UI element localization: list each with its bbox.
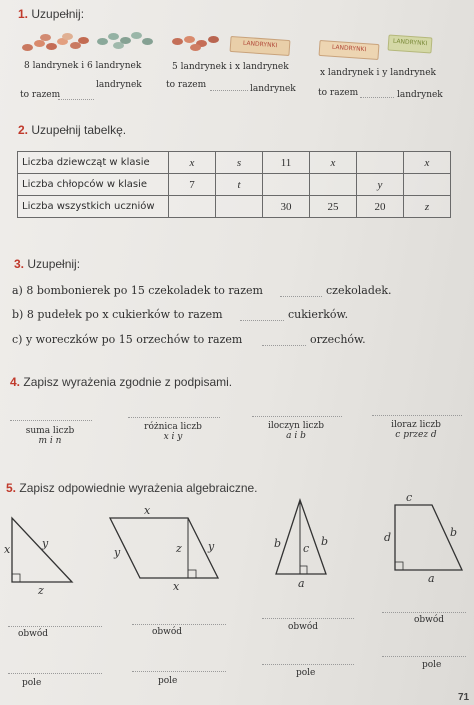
ex5-title: Zapisz odpowiednie wyrażenia algebraiczne. [19,481,258,495]
q1-label-a: a [428,572,435,585]
p1-label-x-bottom: x [173,580,180,593]
ex1-item2-to: to razem [166,80,207,90]
table-cell[interactable] [263,174,310,196]
table-cell[interactable] [357,152,404,174]
ex4-answer-4[interactable] [372,415,462,416]
area-label-4: pole [422,660,442,670]
row-label: Liczba wszystkich uczniów [18,196,169,218]
ex3-number: 3. [14,257,25,271]
ex1-title: Uzupełnij: [31,7,85,21]
table-row [18,196,451,218]
ex4-answer-2[interactable] [128,417,220,418]
perimeter-label-4: obwód [414,615,445,625]
t2-label-b-right: b [321,535,329,548]
ex5-number: 5. [6,481,17,495]
area-label-1: pole [22,678,42,688]
p1-label-y-right: y [208,540,215,553]
candy-pack-2: LANDRYNKI [319,40,380,60]
table-cell[interactable]: x [404,152,451,174]
table-cell[interactable]: x [310,152,357,174]
ex3-blank-c[interactable] [262,345,306,346]
ex1-item2-line1: 5 landrynek i x landrynek [172,62,289,72]
table-cell[interactable] [404,174,451,196]
row-label: Liczba dziewcząt w klasie [18,152,169,174]
ex1-item3-line1: x landrynek i y landrynek [320,68,437,78]
table-cell[interactable]: t [216,174,263,196]
table-cell[interactable] [216,196,263,218]
perimeter-answer-1[interactable] [8,626,102,627]
perimeter-answer-3[interactable] [262,618,354,619]
table-cell[interactable]: 11 [263,152,310,174]
area-answer-3[interactable] [262,664,354,665]
p1-label-x-top: x [144,504,151,517]
ex1-item3-blank[interactable] [360,97,394,98]
t2-label-c: c [303,542,310,555]
table-row [18,174,451,196]
area-answer-4[interactable] [382,656,466,657]
candy-pack-3: LANDRYNKI [387,34,432,53]
t2-label-a: a [298,577,305,590]
geometry-figures [0,490,474,602]
table-cell[interactable] [310,174,357,196]
ex3-unit-a: czekoladek. [326,284,392,297]
area-label-2: pole [158,676,178,686]
row-label: Liczba chłopców w klasie [18,174,169,196]
ex3-unit-b: cukierków. [288,308,349,321]
ex1-item2-blank[interactable] [210,90,248,91]
ex1-item1-unit: landrynek [96,80,142,90]
ex1-item1-to: to razem [20,90,61,100]
table-cell[interactable] [169,196,216,218]
ex2-number: 2. [18,123,29,137]
table-cell[interactable]: 20 [357,196,404,218]
q1-label-d: d [384,531,392,544]
table-cell[interactable]: x [169,152,216,174]
ex3-heading [14,257,80,271]
t1-label-y: y [42,537,49,550]
ex4-label-3: iloczyn liczb a i b [268,421,324,441]
t1-label-z: z [38,584,44,597]
ex1-item2-unit: landrynek [250,84,296,94]
ex3-unit-c: orzechów. [310,333,366,346]
table-cell[interactable]: 30 [263,196,310,218]
ex4-label-1: suma liczb m i n [25,426,75,446]
ex1-item3-to: to razem [318,88,359,98]
t1-label-x: x [4,543,11,556]
trapezoid-figure [384,491,462,585]
p1-label-y-left: y [114,546,121,559]
ex3-blank-b[interactable] [240,320,284,321]
page-number: 71 [458,692,470,703]
ex1-number: 1. [18,7,29,21]
perimeter-answer-4[interactable] [382,612,466,613]
ex4-number: 4. [10,375,21,389]
perimeter-label-3: obwód [288,622,319,632]
t2-label-b-left: b [274,537,282,550]
p1-label-z: z [176,542,182,555]
ex4-label-2: różnica liczb x i y [144,422,202,442]
parallelogram-figure [110,504,218,593]
q1-label-c: c [406,491,413,504]
ex3-item-b: b) 8 pudełek po x cukierków to razem [12,308,223,321]
students-table [17,151,451,218]
ex4-answer-1[interactable] [10,420,92,421]
perimeter-label-1: obwód [18,629,49,639]
perimeter-answer-2[interactable] [132,624,226,625]
ex4-label-4: iloraz liczb c przez d [391,420,441,440]
area-answer-2[interactable] [132,671,226,672]
ex4-answer-3[interactable] [252,416,342,417]
ex1-item1-blank[interactable] [58,99,94,100]
ex2-heading [18,123,126,137]
ex3-title: Uzupełnij: [27,257,81,271]
table-cell[interactable]: 25 [310,196,357,218]
ex1-heading [18,7,84,21]
perimeter-label-2: obwód [152,627,183,637]
area-label-3: pole [296,668,316,678]
ex1-item1-line1: 8 landrynek i 6 landrynek [24,61,142,71]
table-cell[interactable]: z [404,196,451,218]
right-triangle-figure [4,518,72,597]
q1-label-b: b [450,526,458,539]
candy-pack-1: LANDRYNKI [230,36,291,56]
table-cell[interactable]: y [357,174,404,196]
ex3-item-a: a) 8 bombonierek po 15 czekoladek to razem [12,284,263,297]
ex2-title: Uzupełnij tabelkę. [31,123,127,137]
ex3-item-c: c) y woreczków po 15 orzechów to razem [12,333,243,346]
table-row [18,152,451,174]
table-cell[interactable]: s [216,152,263,174]
ex4-title: Zapisz wyrażenia zgodnie z podpisami. [23,375,233,389]
area-answer-1[interactable] [8,673,102,674]
ex3-blank-a[interactable] [280,296,322,297]
ex4-heading [10,375,232,389]
isosceles-triangle-figure [274,500,328,590]
table-cell[interactable]: 7 [169,174,216,196]
ex1-item3-unit: landrynek [397,90,443,100]
